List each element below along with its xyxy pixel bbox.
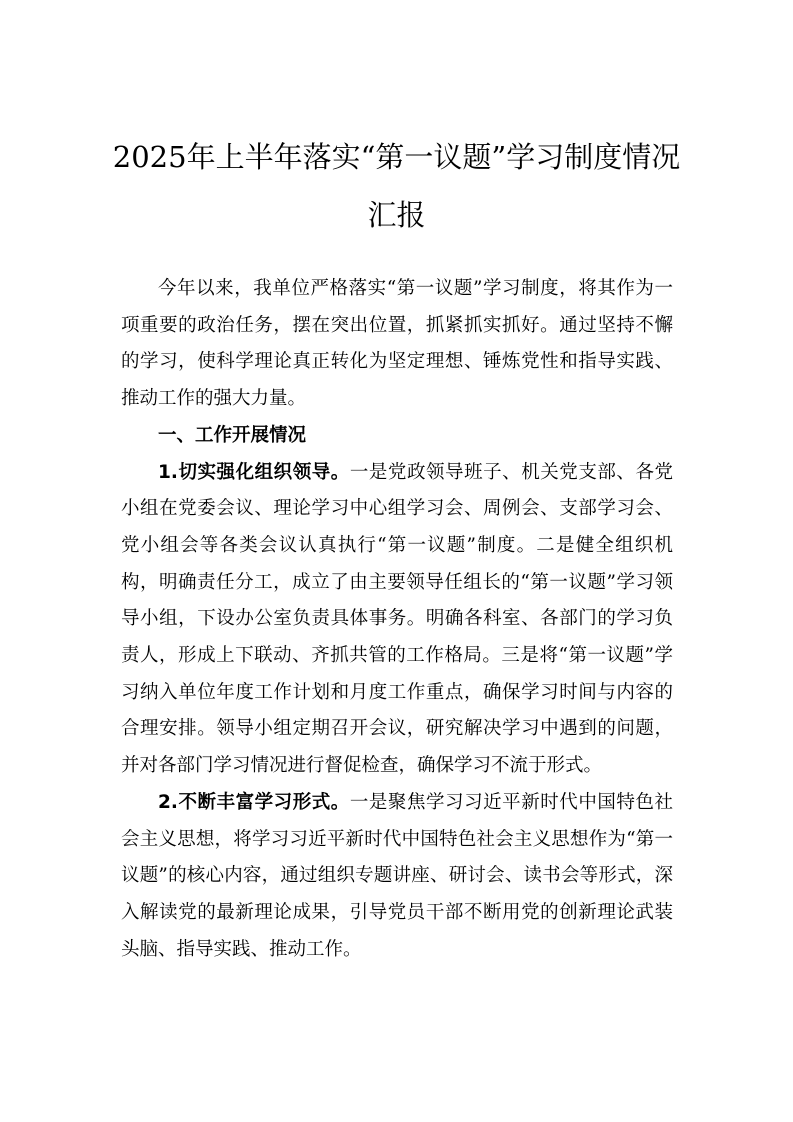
item-lead-2: 2.不断丰富学习形式。 bbox=[158, 791, 350, 813]
item-paragraph-2 bbox=[121, 785, 673, 969]
item-text-1: 一是党政领导班子、机关党支部、各党小组在党委会议、理论学习中心组学习会、周例会、支部学习会、党小组会等各类会议认真执行“第一议题”制度。二是健全组织机构，明确责任分工，成立了由主要领导任组长的“第一议题”学习领导小组，下设办公室负责具体事务。明确各科室、各部门的学习负责人，形成上下联动、齐抓共管的工作格局。三是将“第一议题”学习纳入单位年度工作计划和月度工作重点，确保学习时间与内容的合理安排。领导小组定期召开会议，研究解决学习中遇到的问题，并对各部门学习情况进行督促检查，确保学习不流于形式。 bbox=[121, 461, 673, 777]
item-lead-1: 1.切实强化组织领导。 bbox=[158, 461, 350, 483]
document-body bbox=[121, 271, 673, 968]
intro-paragraph: 今年以来，我单位严格落实“第一议题”学习制度，将其作为一项重要的政治任务，摆在突出位置，抓紧抓实抓好。通过坚持不懈的学习，使科学理论真正转化为坚定理想、锤炼党性和指导实践、推动工作的强大力量。 bbox=[121, 278, 673, 410]
item-text-2: 一是聚焦学习习近平新时代中国特色社会主义思想，将学习习近平新时代中国特色社会主义思想作为“第一议题”的核心内容，通过组织专题讲座、研讨会、读书会等形式，深入解读党的最新理论成果，引导党员干部不断用党的创新理论武装头脑、指导实践、推动工作。 bbox=[121, 791, 673, 960]
document-title: 2025年上半年落实“第一议题”学习制度情况汇报 bbox=[112, 140, 681, 232]
item-paragraph-1 bbox=[121, 455, 673, 785]
section-heading: 一、工作开展情况 bbox=[158, 424, 307, 446]
